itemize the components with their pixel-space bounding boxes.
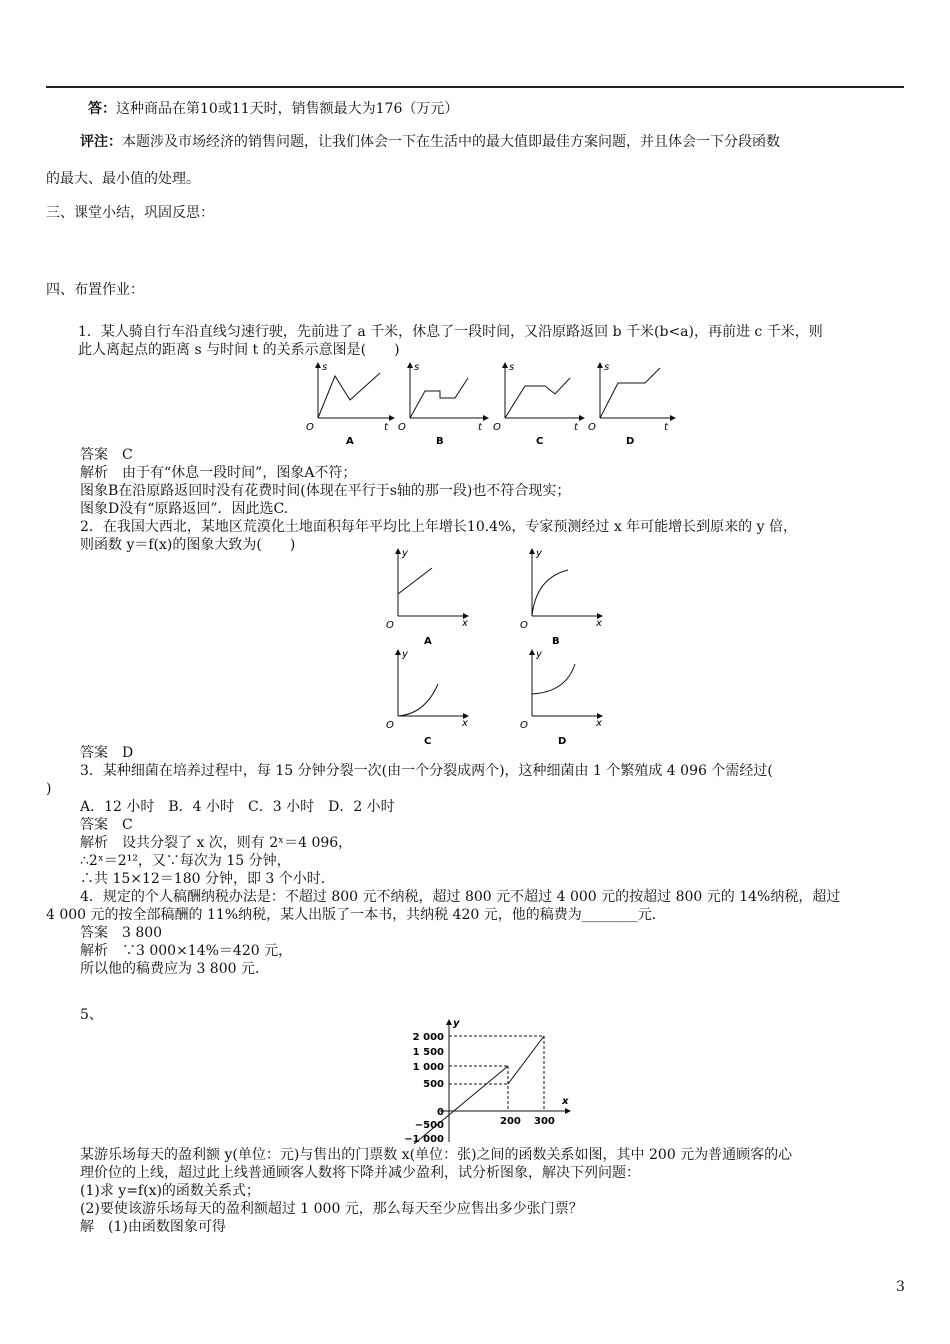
q5-part1: (1)求 y=f(x)的函数关系式； <box>80 1183 260 1199</box>
q4-stem-2: 4 000 元的按全部稿酬的 11%纳税，某人出版了一本书，共纳税 420 元，他的稿费为________元． <box>46 907 666 923</box>
q2-option-d: D <box>558 736 567 746</box>
q1-option-c: C <box>536 436 544 447</box>
q3-stem-1: 3．某种细菌在培养过程中，每 15 分钟分裂一次(由一个分裂成两个)，这种细菌由 1 个繁殖成 4 096 个需经过( <box>80 763 773 779</box>
q2-d-x: x <box>596 718 602 729</box>
q1-graph-b <box>398 362 488 447</box>
q5-ytick-neg1000: −1 000 <box>404 1134 444 1144</box>
q1-stem-1: 1．某人骑自行车沿直线匀速行驶，先前进了 a 千米，休息了一段时间，又沿原路返回 b 千米(b<a)，再前进 c 千米，则 <box>78 324 823 340</box>
q5-ytick-500: 500 <box>423 1079 444 1090</box>
q2-b-o: O <box>520 620 528 631</box>
section-summary: 三、课堂小结，巩固反思： <box>46 205 214 221</box>
q1-d-o: O <box>588 422 596 433</box>
q1-b-o: O <box>398 422 406 433</box>
q2-d-y: y <box>536 649 542 660</box>
answer-text: 这种商品在第10或11天时，销售额最大为176（万元） <box>116 101 459 117</box>
q3-choices: A．12 小时 B．4 小时 C．3 小时 D．2 小时 <box>80 799 395 815</box>
q5-ytick-1500: 1 500 <box>412 1047 444 1058</box>
q2-b-x: x <box>596 618 602 629</box>
comment-label: 评注： <box>80 134 122 150</box>
comment-text-2: 的最大、最小值的处理。 <box>46 171 200 187</box>
q1-graph-c <box>493 362 584 447</box>
q4-analysis-1: 解析 ∵3 000×14%＝420 元， <box>80 943 293 959</box>
q4-stem-1: 4．规定的个人稿酬纳税办法是：不超过 800 元不纳税，超过 800 元不超过 4 000 元的按超过 800 元的 14%纳税，超过 <box>80 889 841 905</box>
comment-text-1: 本题涉及市场经济的销售问题，让我们体会一下在生活中的最大值即最佳方案问题，并且体会一下分段函数 <box>122 134 780 150</box>
q5-number: 5、 <box>80 1007 103 1023</box>
q5-ytick-2000: 2 000 <box>412 1032 444 1043</box>
q2-stem-2: 则函数 y＝f(x)的图象大致为( ) <box>80 537 296 553</box>
q1-d-t: t <box>664 422 668 433</box>
q2-a-x: x <box>462 618 468 629</box>
q1-option-a: A <box>346 436 354 447</box>
section-homework: 四、布置作业： <box>46 282 144 298</box>
q1-option-d: D <box>626 436 635 447</box>
q2-a-y: y <box>402 548 408 559</box>
q1-analysis-1: 解析 由于有“休息一段时间”，图象A不符； <box>80 465 357 481</box>
q1-c-s: s <box>509 362 515 373</box>
q1-option-b: B <box>436 436 444 447</box>
q3-answer: 答案 C <box>80 817 133 833</box>
q2-d-o: O <box>520 720 528 731</box>
q1-graphs <box>300 358 680 448</box>
q3-analysis-2: ∴2ˣ＝2¹²，又∵每次为 15 分钟， <box>80 853 291 869</box>
q5-stem-1: 某游乐场每天的盈利额 y(单位：元)与售出的门票数 x(单位：张)之间的函数关系如图，其中 200 元为普通顾客的心 <box>80 1147 793 1163</box>
q1-stem-2: 此人离起点的距离 s 与时间 t 的关系示意图是( ) <box>78 342 400 358</box>
q5-xtick-200: 200 <box>500 1116 521 1127</box>
q2-option-a: A <box>424 636 432 647</box>
q2-answer: 答案 D <box>80 745 134 761</box>
q2-graph-a <box>386 548 468 647</box>
q1-c-t: t <box>574 422 578 433</box>
q5-xtick-300: 300 <box>534 1116 555 1127</box>
q1-b-s: s <box>414 362 420 373</box>
q1-a-s: s <box>322 362 328 373</box>
q1-graph-a <box>306 362 394 447</box>
q1-d-s: s <box>604 362 610 373</box>
q5-axis-x: x <box>562 1096 569 1107</box>
comment-line <box>80 133 780 151</box>
q5-part2: (2)要使该游乐场每天的盈利额超过 1 000 元，那么每天至少应售出多少张门票？ <box>80 1201 583 1217</box>
q3-analysis-1: 解析 设共分裂了 x 次，则有 2ˣ＝4 096， <box>80 835 353 851</box>
q1-answer: 答案 C <box>80 447 133 463</box>
q5-graph <box>400 1016 580 1144</box>
q2-c-o: O <box>386 720 394 731</box>
q1-analysis-3: 图象D没有“原路返回”．因此选C. <box>80 501 289 517</box>
q1-analysis-2: 图象B在沿原路返回时没有花费时间(体现在平行于s轴的那一段)也不符合现实； <box>80 483 571 499</box>
q1-a-t: t <box>384 422 388 433</box>
q2-graph-d <box>520 649 602 746</box>
q5-solution: 解 (1)由函数图象可得 <box>80 1219 226 1235</box>
q1-graph-d <box>588 362 675 447</box>
q3-analysis-3: ∴共 15×12＝180 分钟，即 3 个小时． <box>80 871 335 887</box>
q2-c-x: x <box>462 718 468 729</box>
q2-c-y: y <box>402 649 408 660</box>
q3-stem-2: ) <box>46 781 52 797</box>
page-number: 3 <box>896 1279 905 1295</box>
q1-b-t: t <box>478 422 482 433</box>
q1-c-o: O <box>493 422 501 433</box>
q5-ytick-1000: 1 000 <box>412 1062 444 1073</box>
q4-answer: 答案 3 800 <box>80 925 163 941</box>
q2-graph-c <box>386 649 468 746</box>
q5-stem-2: 理价位的上线，超过此上线普通顾客人数将下降并减少盈利，试分析图象，解决下列问题： <box>80 1165 640 1181</box>
q5-ytick-neg500: −500 <box>414 1120 444 1131</box>
q2-a-o: O <box>386 620 394 631</box>
answer-label: 答： <box>88 101 116 117</box>
q2-option-c: C <box>424 736 432 746</box>
q4-analysis-2: 所以他的稿费应为 3 800 元． <box>80 961 269 977</box>
q2-option-b: B <box>552 636 560 647</box>
top-rule <box>46 86 904 88</box>
q2-b-y: y <box>536 548 542 559</box>
q5-axis-y: y <box>453 1018 460 1029</box>
q2-graph-b <box>520 548 602 647</box>
q5-ytick-0: 0 <box>437 1107 444 1118</box>
q1-a-o: O <box>306 422 314 433</box>
answer-line <box>88 100 458 118</box>
q2-graphs <box>370 546 620 746</box>
q2-stem-1: 2．在我国大西北，某地区荒漠化土地面积每年平均比上年增长10.4%，专家预测经过 x 年可能增长到原来的 y 倍， <box>80 519 797 535</box>
